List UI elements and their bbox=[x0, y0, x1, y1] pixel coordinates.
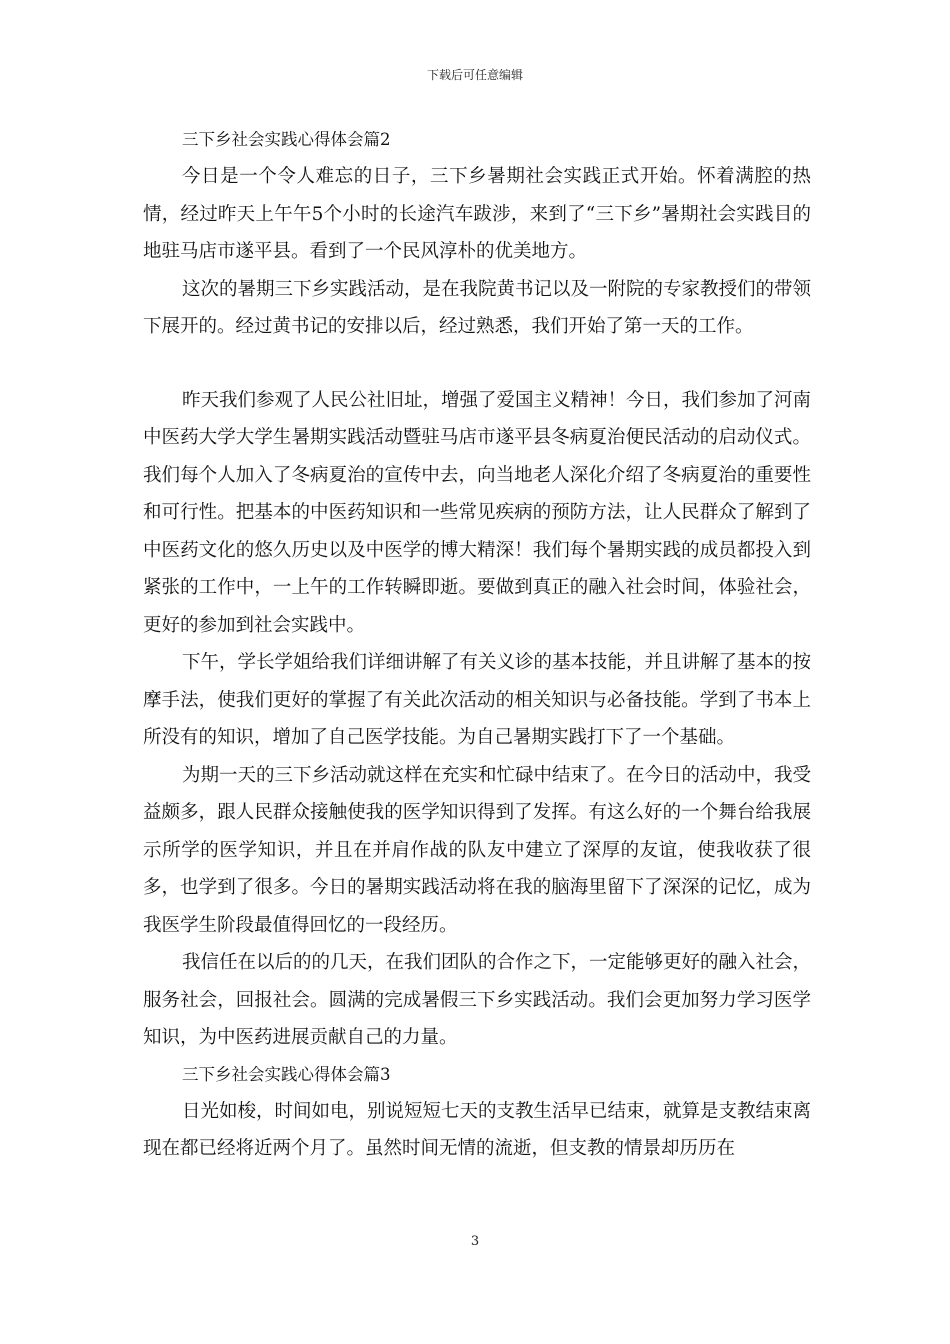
paragraph: 为期一天的三下乡活动就这样在充实和忙碌中结束了。在今日的活动中，我受益颇多，跟人民群众接触使我的医学知识得到了发挥。有这么好的一个舞台给我展示所学的医学知识，并且在并肩作战的队友中建立了深厚的友谊，使我收获了很多，也学到了很多。今日的暑期实践活动将在我的脑海里留下了深深的记忆，成为我医学生阶段最值得回忆的一段经历。 bbox=[143, 764, 812, 936]
paragraph: 下午，学长学姐给我们详细讲解了有关义诊的基本技能，并且讲解了基本的按摩手法，使我们更好的掌握了有关此次活动的相关知识与必备技能。学到了书本上所没有的知识，增加了自己医学技能。为自己暑期实践打下了一个基础。 bbox=[143, 652, 812, 748]
section-heading: 三下乡社会实践心得体会篇2 bbox=[182, 130, 391, 149]
blank-line bbox=[143, 346, 811, 382]
paragraph: 日光如梭，时间如电，别说短短七天的支教生活早已结束，就算是支教结束离现在都已经将近两个月了。虽然时间无情的流逝，但支教的情景却历历在 bbox=[143, 1100, 812, 1159]
section-heading: 三下乡社会实践心得体会篇3 bbox=[182, 1064, 391, 1084]
paragraph: 昨天我们参观了人民公社旧址，增强了爱国主义精神！今日，我们参加了河南中医药大学大学生暑期实践活动暨驻马店市遂平县冬病夏治便民活动的启动仪式。我们每个人加入了冬病夏治的宣传中去，向当地老人深化介绍了冬病夏治的重要性和可行性。把基本的中医药知识和一些常见疾病的预防方法，让人民群众了解到了中医药文化的悠久历史以及中医学的博大精深！我们每个暑期实践的成员都投入到紧张的工作中，一上午的工作转瞬即逝。要做到真正的融入社会时间，体验社会，更好的参加到社会实践中。 bbox=[143, 389, 812, 636]
paragraph: 这次的暑期三下乡实践活动，是在我院黄书记以及一附院的专家教授们的带领下展开的。经过黄书记的安排以后，经过熟悉，我们开始了第一天的工作。 bbox=[143, 278, 812, 337]
document-body bbox=[143, 122, 811, 1168]
paragraph: 我信任在以后的的几天，在我们团队的合作之下，一定能够更好的融入社会，服务社会，回报社会。圆满的完成暑假三下乡实践活动。我们会更加努力学习医学知识，为中医药进展贡献自己的力量。 bbox=[143, 952, 812, 1048]
paragraph: 今日是一个令人难忘的日子，三下乡暑期社会实践正式开始。怀着满腔的热情，经过昨天上午午5个小时的长途汽车跋涉，来到了“三下乡”暑期社会实践目的地驻马店市遂平县。看到了一个民风淳朴的优美地方。 bbox=[143, 166, 811, 262]
page-header-note: 下载后可任意编辑 bbox=[426, 68, 523, 82]
page-number: 3 bbox=[470, 1234, 480, 1249]
